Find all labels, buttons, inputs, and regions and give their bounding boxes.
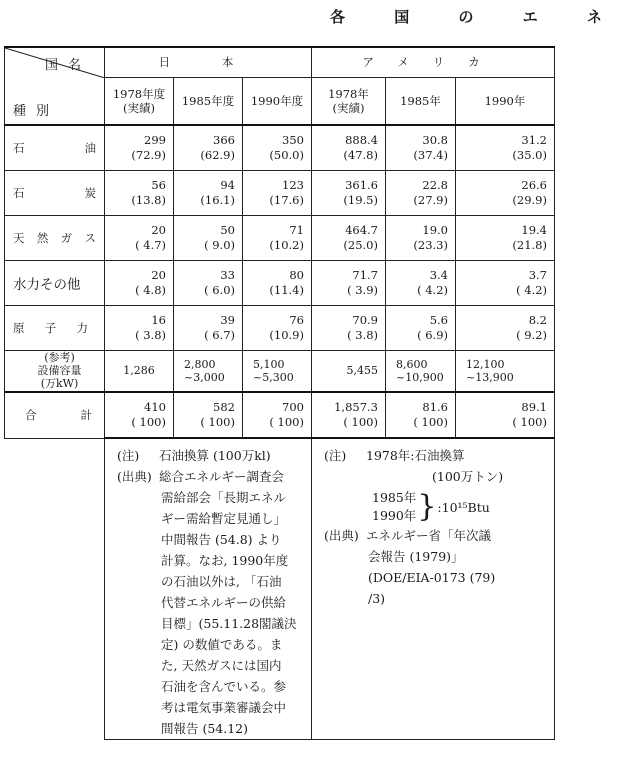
- cell: 76 (10.9): [243, 305, 312, 350]
- cell: 56 (13.8): [105, 170, 174, 215]
- cell: 89.1 ( 100): [456, 392, 555, 438]
- reference-row: [5, 350, 555, 392]
- btu-note: 1985年 1990年 } :10¹⁵Btu: [372, 489, 490, 524]
- cell: 299 (72.9): [105, 125, 174, 170]
- cell: 410 ( 100): [105, 392, 174, 438]
- cell: 70.9 ( 3.8): [312, 305, 386, 350]
- cell: 123 (17.6): [243, 170, 312, 215]
- cell: 888.4 (47.8): [312, 125, 386, 170]
- row-name: 原 子 力: [5, 305, 105, 350]
- cell: 30.8 (37.4): [386, 125, 456, 170]
- cell: 8.2 ( 9.2): [456, 305, 555, 350]
- cell: 31.2 (35.0): [456, 125, 555, 170]
- type-label: 種別: [13, 104, 60, 119]
- cell: 19.0 (23.3): [386, 215, 456, 260]
- table-row: [5, 260, 555, 305]
- cell: 700 ( 100): [243, 392, 312, 438]
- cell: 582 ( 100): [174, 392, 243, 438]
- cell: 5.6 ( 6.9): [386, 305, 456, 350]
- usa-notes: (注) 1978年:石油換算 (100万トン) 1985年 1990年 } :10¹⁵Btu (出典) エネルギー省「年次議 会報告 (1979)」 (DOE/EIA-0173 (79) /3): [312, 438, 555, 740]
- table-row: [5, 215, 555, 260]
- cell: 8,600 ~10,900: [386, 350, 456, 392]
- row-name: 石 油: [5, 125, 105, 170]
- row-name: 合 計: [5, 392, 105, 438]
- row-name: 天 然 ガ ス: [5, 215, 105, 260]
- total-row: [5, 392, 555, 438]
- table-row: [5, 170, 555, 215]
- japan-header: 日 本: [105, 47, 312, 77]
- cell: 12,100 ~13,900: [456, 350, 555, 392]
- cell: 71.7 ( 3.9): [312, 260, 386, 305]
- cell: 1,857.3 ( 100): [312, 392, 386, 438]
- row-name: 水力その他: [5, 260, 105, 305]
- cell: 350 (50.0): [243, 125, 312, 170]
- cell: 80 (11.4): [243, 260, 312, 305]
- cell: 81.6 ( 100): [386, 392, 456, 438]
- year-header: 1978年 (実績): [312, 77, 386, 125]
- year-header: 1990年: [456, 77, 555, 125]
- cell: 366 (62.9): [174, 125, 243, 170]
- year-header: 1990年度: [243, 77, 312, 125]
- cell: 71 (10.2): [243, 215, 312, 260]
- header-corner: [5, 47, 105, 125]
- cell: 361.6 (19.5): [312, 170, 386, 215]
- cell: 22.8 (27.9): [386, 170, 456, 215]
- row-name: 石 炭: [5, 170, 105, 215]
- brace-icon: }: [417, 489, 437, 524]
- year-header: 1985年: [386, 77, 456, 125]
- cell: 26.6 (29.9): [456, 170, 555, 215]
- cell: 3.4 ( 4.2): [386, 260, 456, 305]
- cell: 33 ( 6.0): [174, 260, 243, 305]
- cell: 5,455: [312, 350, 386, 392]
- energy-table: [4, 46, 555, 740]
- cell: 20 ( 4.8): [105, 260, 174, 305]
- cell: 1,286: [105, 350, 174, 392]
- cell: 94 (16.1): [174, 170, 243, 215]
- cell: 50 ( 9.0): [174, 215, 243, 260]
- page-title: 各 国 の エ ネ: [330, 8, 624, 26]
- usa-header: アメリカ: [312, 47, 555, 77]
- cell: 2,800 ~3,000: [174, 350, 243, 392]
- cell: 19.4 (21.8): [456, 215, 555, 260]
- year-header: 1985年度: [174, 77, 243, 125]
- cell: 20 ( 4.7): [105, 215, 174, 260]
- table-row: [5, 125, 555, 170]
- reference-label: (参考) 設備容量 (万kW): [5, 350, 105, 392]
- table-row: [5, 305, 555, 350]
- cell: 16 ( 3.8): [105, 305, 174, 350]
- cell: 39 ( 6.7): [174, 305, 243, 350]
- empty-cell: [5, 438, 105, 740]
- country-label: 国名: [45, 58, 92, 73]
- japan-notes: (注) 石油換算 (100万kl) (出典) 総合エネルギー調査会 需給部会「長期エネル ギー需給暫定見通し」 中間報告 (54.8) より 計算。なお, 1990年度 の石油以外は, 「石油 代替エネルギーの供給 目標」(55.11.28閣議決 定) の数値である。ま た, 天然ガスには国内 石油を含んでいる。参 考は電気事業審議会中 間報告 (54.12): [105, 438, 312, 740]
- year-header: 1978年度 (実績): [105, 77, 174, 125]
- cell: 5,100 ~5,300: [243, 350, 312, 392]
- cell: 3.7 ( 4.2): [456, 260, 555, 305]
- cell: 464.7 (25.0): [312, 215, 386, 260]
